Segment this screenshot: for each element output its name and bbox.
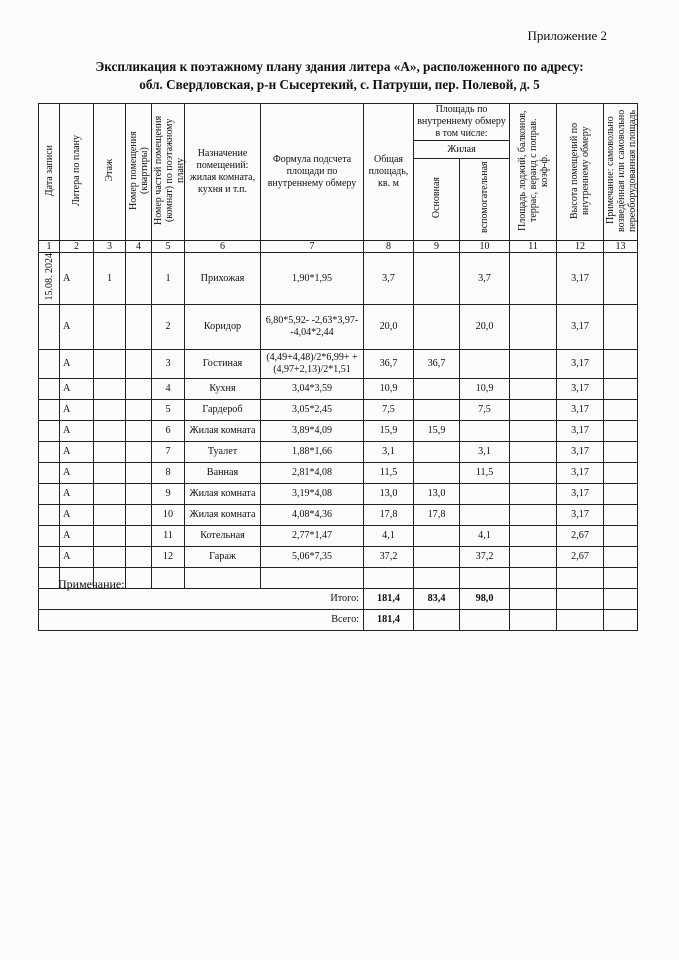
totals-row [39, 588, 638, 609]
totals-main: 83,4 [414, 588, 460, 609]
cell-litera: А [60, 378, 94, 399]
cell-floor [94, 420, 126, 441]
cell-part: 5 [152, 399, 185, 420]
cell-loggia [510, 378, 557, 399]
header-loggia: Площадь лоджий, балконов, террас, веранд с поправ. коэф-ф. [510, 104, 557, 241]
title-line-2: обл. Свердловская, р-н Сысертекий, с. Патруши, пер. Полевой, д. 5 [139, 77, 540, 92]
cell-loggia [510, 546, 557, 567]
cell-floor [94, 504, 126, 525]
cell-loggia [510, 441, 557, 462]
col-num: 4 [126, 241, 152, 253]
cell-formula: (4,49+4,48)/2*6,99+ +(4,97+2,13)/2*1,51 [261, 349, 364, 378]
cell-litera: А [60, 349, 94, 378]
cell-aux: 37,2 [460, 546, 510, 567]
cell-total: 20,0 [364, 304, 414, 349]
cell-formula: 2,81*4,08 [261, 462, 364, 483]
cell-aux [460, 349, 510, 378]
cell-height: 3,17 [557, 304, 604, 349]
cell-date [39, 399, 60, 420]
cell-purpose: Гардероб [185, 399, 261, 420]
document-title [0, 58, 679, 94]
cell-floor [94, 525, 126, 546]
cell-main [414, 462, 460, 483]
cell-height: 2,67 [557, 546, 604, 567]
cell-total: 17,8 [364, 504, 414, 525]
header-room-number: Номер помещения (квартиры) [126, 104, 152, 241]
table-row [39, 378, 638, 399]
header-part-number: Номер частей помещения (комнат) по поэтажному плану [152, 104, 185, 241]
cell-purpose: Жилая комната [185, 504, 261, 525]
cell-main [414, 441, 460, 462]
cell-note [604, 504, 638, 525]
cell-total: 15,9 [364, 420, 414, 441]
cell-formula: 3,04*3,59 [261, 378, 364, 399]
cell-formula: 1,88*1,66 [261, 441, 364, 462]
cell-formula: 2,77*1,47 [261, 525, 364, 546]
cell-room [126, 420, 152, 441]
table-row [39, 504, 638, 525]
totals-label: Итого: [39, 588, 364, 609]
cell-note [604, 441, 638, 462]
cell-aux: 3,1 [460, 441, 510, 462]
cell-main [414, 546, 460, 567]
empty-row [39, 567, 638, 588]
cell-main [414, 525, 460, 546]
cell-formula: 5,06*7,35 [261, 546, 364, 567]
title-line-1: Экспликация к поэтажному плану здания литера «А», расположенного по адресу: [95, 59, 584, 74]
table-row [39, 483, 638, 504]
cell-loggia [510, 304, 557, 349]
col-num: 1 [39, 241, 60, 253]
table-body [39, 253, 638, 568]
header-total-area: Общая площадь, кв. м [364, 104, 414, 241]
cell-part: 6 [152, 420, 185, 441]
col-num: 6 [185, 241, 261, 253]
cell-total: 36,7 [364, 349, 414, 378]
cell-note [604, 420, 638, 441]
cell-height: 3,17 [557, 504, 604, 525]
cell-aux: 10,9 [460, 378, 510, 399]
cell-formula: 3,05*2,45 [261, 399, 364, 420]
table-row [39, 399, 638, 420]
appendix-label: Приложение 2 [527, 28, 607, 43]
cell-note [604, 304, 638, 349]
cell-part: 10 [152, 504, 185, 525]
cell-main: 36,7 [414, 349, 460, 378]
cell-purpose: Прихожая [185, 253, 261, 305]
col-num: 13 [604, 241, 638, 253]
cell-floor [94, 462, 126, 483]
cell-litera: А [60, 420, 94, 441]
cell-room [126, 253, 152, 305]
cell-litera: А [60, 399, 94, 420]
table-row [39, 253, 638, 305]
cell-main: 15,9 [414, 420, 460, 441]
cell-floor [94, 441, 126, 462]
cell-formula: 1,90*1,95 [261, 253, 364, 305]
cell-main [414, 378, 460, 399]
note-label: Примечание: [58, 577, 125, 591]
grand-total-row [39, 609, 638, 630]
cell-part: 11 [152, 525, 185, 546]
cell-height: 3,17 [557, 462, 604, 483]
cell-total: 3,7 [364, 253, 414, 305]
cell-floor [94, 399, 126, 420]
cell-formula: 3,89*4,09 [261, 420, 364, 441]
cell-total: 4,1 [364, 525, 414, 546]
cell-total: 37,2 [364, 546, 414, 567]
table-row [39, 420, 638, 441]
header-formula: Формула подсчета площади по внутреннему обмеру [261, 104, 364, 241]
cell-aux: 4,1 [460, 525, 510, 546]
cell-floor [94, 546, 126, 567]
cell-purpose: Кухня [185, 378, 261, 399]
cell-purpose: Жилая комната [185, 483, 261, 504]
cell-part: 2 [152, 304, 185, 349]
cell-loggia [510, 253, 557, 305]
cell-aux [460, 504, 510, 525]
cell-height: 3,17 [557, 349, 604, 378]
cell-litera: А [60, 304, 94, 349]
cell-room [126, 349, 152, 378]
cell-part: 9 [152, 483, 185, 504]
cell-formula: 3,19*4,08 [261, 483, 364, 504]
cell-note [604, 399, 638, 420]
cell-total: 13,0 [364, 483, 414, 504]
cell-note [604, 483, 638, 504]
cell-part: 12 [152, 546, 185, 567]
cell-height: 3,17 [557, 253, 604, 305]
col-num: 9 [414, 241, 460, 253]
header-row-1 [39, 104, 638, 141]
totals-total: 181,4 [364, 588, 414, 609]
cell-note [604, 253, 638, 305]
cell-room [126, 504, 152, 525]
cell-aux: 11,5 [460, 462, 510, 483]
cell-litera: А [60, 483, 94, 504]
cell-purpose: Гостиная [185, 349, 261, 378]
cell-aux: 7,5 [460, 399, 510, 420]
cell-floor [94, 304, 126, 349]
cell-aux [460, 420, 510, 441]
cell-date [39, 349, 60, 378]
cell-part: 7 [152, 441, 185, 462]
cell-main [414, 304, 460, 349]
cell-purpose: Туалет [185, 441, 261, 462]
cell-height: 3,17 [557, 378, 604, 399]
header-purpose: Назначение помещений: жилая комната, кухня и т.п. [185, 104, 261, 241]
cell-litera: А [60, 441, 94, 462]
cell-floor [94, 378, 126, 399]
cell-total: 7,5 [364, 399, 414, 420]
grand-total-label: Всего: [39, 609, 364, 630]
cell-height: 3,17 [557, 483, 604, 504]
cell-date [39, 378, 60, 399]
header-litera: Литера по плану [60, 104, 94, 241]
col-num: 3 [94, 241, 126, 253]
table-row [39, 462, 638, 483]
cell-loggia [510, 349, 557, 378]
cell-date [39, 483, 60, 504]
cell-total: 3,1 [364, 441, 414, 462]
cell-main [414, 253, 460, 305]
cell-date [39, 253, 60, 305]
table-row [39, 525, 638, 546]
cell-total: 11,5 [364, 462, 414, 483]
cell-loggia [510, 483, 557, 504]
cell-loggia [510, 420, 557, 441]
cell-loggia [510, 525, 557, 546]
cell-part: 8 [152, 462, 185, 483]
cell-loggia [510, 504, 557, 525]
cell-purpose: Коридор [185, 304, 261, 349]
cell-aux: 20,0 [460, 304, 510, 349]
date-text: 15.08. 2024 [43, 253, 55, 301]
cell-room [126, 462, 152, 483]
cell-date [39, 525, 60, 546]
cell-date [39, 462, 60, 483]
cell-formula: 4,08*4,36 [261, 504, 364, 525]
header-living: Жилая [414, 141, 510, 159]
cell-note [604, 546, 638, 567]
cell-part: 3 [152, 349, 185, 378]
cell-litera: А [60, 546, 94, 567]
col-num: 12 [557, 241, 604, 253]
cell-date [39, 546, 60, 567]
table-row [39, 349, 638, 378]
cell-main: 13,0 [414, 483, 460, 504]
header-aux: вспомогательная [460, 159, 510, 241]
cell-loggia [510, 399, 557, 420]
cell-purpose: Котельная [185, 525, 261, 546]
grand-total-value: 181,4 [364, 609, 414, 630]
cell-aux: 3,7 [460, 253, 510, 305]
cell-litera: А [60, 525, 94, 546]
header-date: Дата записи [39, 104, 60, 241]
cell-room [126, 304, 152, 349]
cell-loggia [510, 462, 557, 483]
cell-note [604, 349, 638, 378]
cell-purpose: Жилая комната [185, 420, 261, 441]
cell-room [126, 546, 152, 567]
cell-height: 3,17 [557, 420, 604, 441]
explication-table [38, 103, 638, 631]
cell-note [604, 462, 638, 483]
cell-litera: А [60, 462, 94, 483]
cell-note [604, 378, 638, 399]
cell-floor [94, 349, 126, 378]
header-note: Примечание: самовольно возведённая или самовольно переоборудованная площадь [604, 104, 638, 241]
cell-height: 2,67 [557, 525, 604, 546]
col-num: 7 [261, 241, 364, 253]
cell-height: 3,17 [557, 441, 604, 462]
cell-height: 3,17 [557, 399, 604, 420]
col-num: 10 [460, 241, 510, 253]
header-floor: Этаж [94, 104, 126, 241]
cell-note [604, 525, 638, 546]
header-height: Высота помещений по внутреннему обмеру [557, 104, 604, 241]
cell-litera: А [60, 504, 94, 525]
table-row [39, 304, 638, 349]
cell-floor [94, 483, 126, 504]
cell-purpose: Гараж [185, 546, 261, 567]
cell-date [39, 504, 60, 525]
cell-total: 10,9 [364, 378, 414, 399]
col-num: 11 [510, 241, 557, 253]
header-area-group: Площадь по внутреннему обмеру в том числе: [414, 104, 510, 141]
cell-room [126, 525, 152, 546]
cell-room [126, 441, 152, 462]
cell-litera: А [60, 253, 94, 305]
table-row [39, 546, 638, 567]
cell-date [39, 420, 60, 441]
cell-date [39, 304, 60, 349]
cell-room [126, 399, 152, 420]
col-num: 8 [364, 241, 414, 253]
cell-room [126, 483, 152, 504]
col-num: 5 [152, 241, 185, 253]
cell-purpose: Ванная [185, 462, 261, 483]
cell-part: 1 [152, 253, 185, 305]
cell-main: 17,8 [414, 504, 460, 525]
cell-aux [460, 483, 510, 504]
totals-aux: 98,0 [460, 588, 510, 609]
cell-main [414, 399, 460, 420]
cell-part: 4 [152, 378, 185, 399]
table-row [39, 441, 638, 462]
column-number-row [39, 241, 638, 253]
col-num: 2 [60, 241, 94, 253]
cell-room [126, 378, 152, 399]
header-main: Основная [414, 159, 460, 241]
cell-floor: 1 [94, 253, 126, 305]
cell-date [39, 441, 60, 462]
cell-formula: 6,80*5,92- -2,63*3,97- -4,04*2,44 [261, 304, 364, 349]
